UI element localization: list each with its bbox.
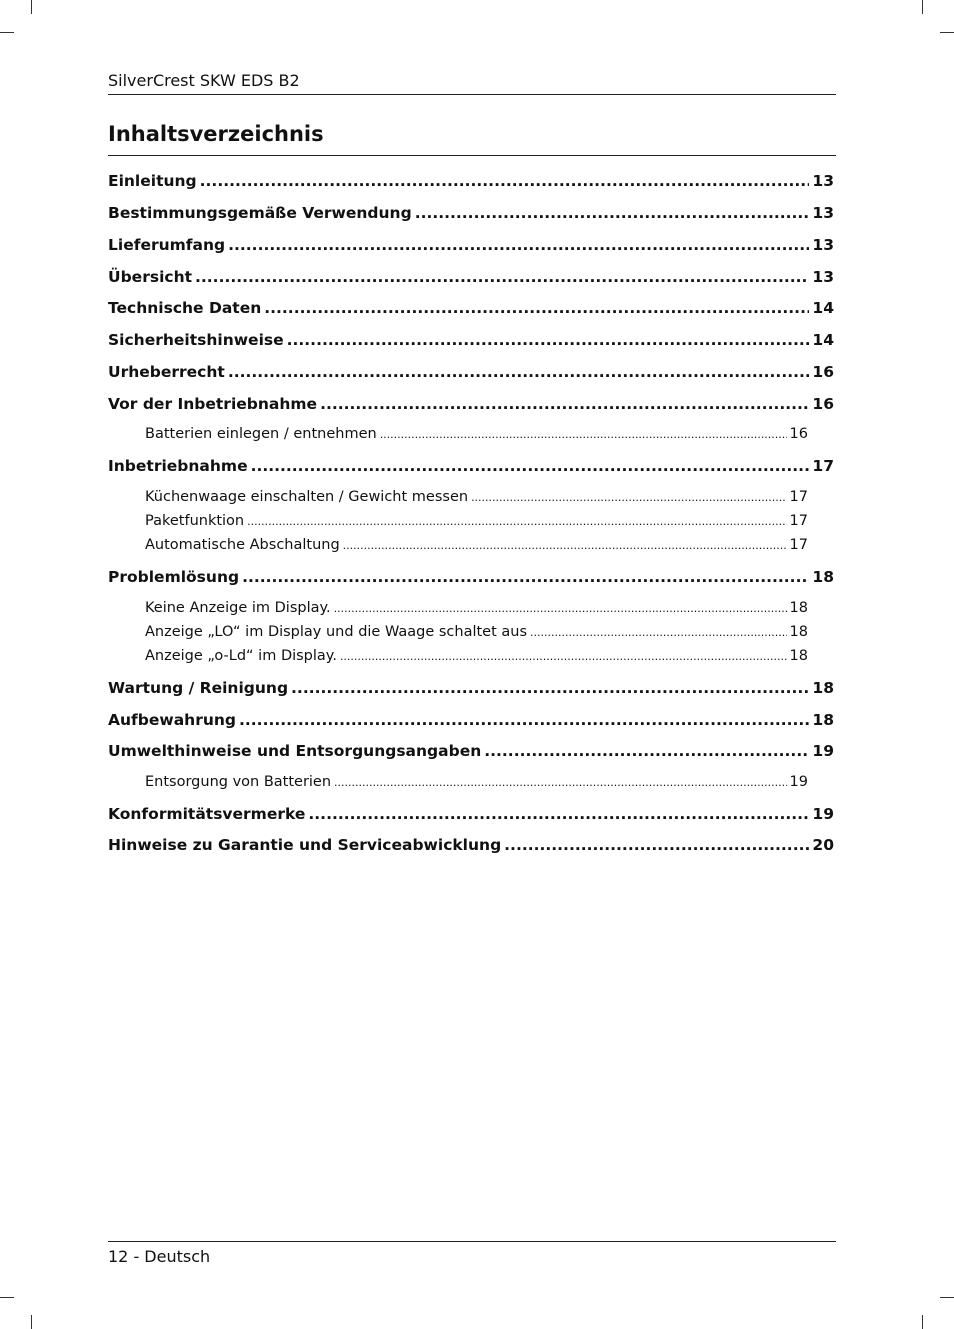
toc-entry-title: Sicherheitshinweise [108, 331, 284, 349]
toc-entry-page: 17 [789, 537, 808, 553]
toc-entry-page: 20 [812, 836, 834, 854]
dot-leader [308, 803, 809, 825]
toc-entry-page: 18 [812, 568, 834, 586]
dot-leader [320, 393, 809, 415]
toc-entry[interactable] [108, 393, 834, 415]
crop-mark [922, 0, 923, 14]
header-rule [108, 94, 836, 95]
dot-leader [484, 740, 809, 762]
toc-entry-title: Technische Daten [108, 299, 262, 317]
dot-leader [242, 566, 809, 588]
toc-entry-page: 14 [812, 331, 834, 349]
running-header: SilverCrest SKW EDS B2 [108, 71, 300, 90]
toc-entry-page: 13 [812, 236, 834, 254]
toc-entry[interactable] [108, 266, 834, 288]
toc-entry-title: Problemlösung [108, 568, 240, 586]
toc-entry-page: 18 [789, 648, 808, 664]
toc-entry-page: 18 [812, 711, 834, 729]
crop-mark [940, 1297, 954, 1298]
dot-leader [291, 677, 809, 699]
dot-leader [264, 297, 809, 319]
dot-leader [530, 622, 787, 643]
dot-leader [504, 834, 809, 856]
toc-entry-title: Anzeige „o-Ld“ im Display. [145, 648, 337, 664]
toc-subentry[interactable] [145, 622, 808, 642]
toc-entry-title: Wartung / Reinigung [108, 679, 289, 697]
dot-leader [195, 266, 809, 288]
toc-entry[interactable] [108, 803, 834, 825]
toc-entry-title: Automatische Abschaltung [145, 537, 340, 553]
toc-entry-page: 19 [812, 742, 834, 760]
crop-mark [0, 32, 14, 33]
toc-entry-title: Küchenwaage einschalten / Gewicht messen [145, 489, 469, 505]
crop-mark [31, 1315, 32, 1329]
toc-subentry[interactable] [145, 424, 808, 444]
toc-entry[interactable] [108, 361, 834, 383]
crop-mark [940, 32, 954, 33]
toc-entry-title: Paketfunktion [145, 513, 245, 529]
toc-entry-title: Urheberrecht [108, 363, 225, 381]
toc-subentry[interactable] [145, 511, 808, 531]
toc-entry-page: 19 [789, 774, 808, 790]
toc-entry[interactable] [108, 202, 834, 224]
crop-mark [31, 0, 32, 14]
toc-subentry[interactable] [145, 598, 808, 618]
toc-entry-page: 16 [812, 363, 834, 381]
dot-leader [200, 170, 810, 192]
toc-entry-page: 13 [812, 172, 834, 190]
toc-entry-page: 16 [812, 395, 834, 413]
toc-entry-page: 13 [812, 268, 834, 286]
toc-entry-page: 19 [812, 805, 834, 823]
dot-leader [471, 487, 786, 508]
toc-entry-page: 17 [812, 457, 834, 475]
toc-entry-page: 18 [789, 600, 808, 616]
dot-leader [228, 361, 810, 383]
toc-entry-title: Anzeige „LO“ im Display und die Waage schaltet aus [145, 624, 528, 640]
toc-entry[interactable] [108, 834, 834, 856]
toc-entry-title: Umwelthinweise und Entsorgungsangaben [108, 742, 482, 760]
toc-subentry[interactable] [145, 646, 808, 666]
toc-entry-title: Übersicht [108, 268, 193, 286]
toc-entry[interactable] [108, 740, 834, 762]
toc-entry-page: 17 [789, 489, 808, 505]
toc-entry-title: Hinweise zu Garantie und Serviceabwicklung [108, 836, 502, 854]
toc-entry-title: Bestimmungsgemäße Verwendung [108, 204, 412, 222]
toc-entry-title: Batterien einlegen / entnehmen [145, 426, 377, 442]
dot-leader [343, 535, 787, 556]
toc-entry-title: Entsorgung von Batterien [145, 774, 332, 790]
toc-subentry[interactable] [145, 535, 808, 555]
toc-entry-page: 17 [789, 513, 808, 529]
toc-entry-title: Lieferumfang [108, 236, 226, 254]
toc-entry[interactable] [108, 566, 834, 588]
dot-leader [251, 455, 810, 477]
page-number: 12 - Deutsch [108, 1247, 211, 1266]
dot-leader [340, 646, 787, 667]
dot-leader [380, 424, 787, 445]
toc-entry-title: Einleitung [108, 172, 197, 190]
dot-leader [334, 598, 787, 619]
dot-leader [239, 709, 809, 731]
toc-entry[interactable] [108, 329, 834, 351]
toc-entry[interactable] [108, 709, 834, 731]
crop-mark [922, 1315, 923, 1329]
toc-entry-page: 18 [812, 679, 834, 697]
toc-entry-page: 16 [789, 426, 808, 442]
toc-entry[interactable] [108, 234, 834, 256]
toc-entry[interactable] [108, 455, 834, 477]
dot-leader [334, 772, 787, 793]
toc-entry[interactable] [108, 170, 834, 192]
toc-entry-page: 13 [812, 204, 834, 222]
toc-entry-title: Keine Anzeige im Display. [145, 600, 331, 616]
footer-rule [108, 1241, 836, 1242]
toc-entry-title: Vor der Inbetriebnahme [108, 395, 318, 413]
toc-entry[interactable] [108, 677, 834, 699]
dot-leader [287, 329, 810, 351]
toc-entry-page: 14 [812, 299, 834, 317]
dot-leader [228, 234, 809, 256]
toc-subentry[interactable] [145, 487, 808, 507]
toc-title: Inhaltsverzeichnis [108, 122, 324, 146]
toc-entry-title: Konformitätsvermerke [108, 805, 306, 823]
toc-subentry[interactable] [145, 772, 808, 792]
title-rule [108, 155, 836, 156]
toc-entry-title: Inbetriebnahme [108, 457, 248, 475]
dot-leader [247, 511, 786, 532]
toc-entry-page: 18 [789, 624, 808, 640]
toc-entry[interactable] [108, 297, 834, 319]
toc-entry-title: Aufbewahrung [108, 711, 237, 729]
dot-leader [415, 202, 810, 224]
crop-mark [0, 1297, 14, 1298]
